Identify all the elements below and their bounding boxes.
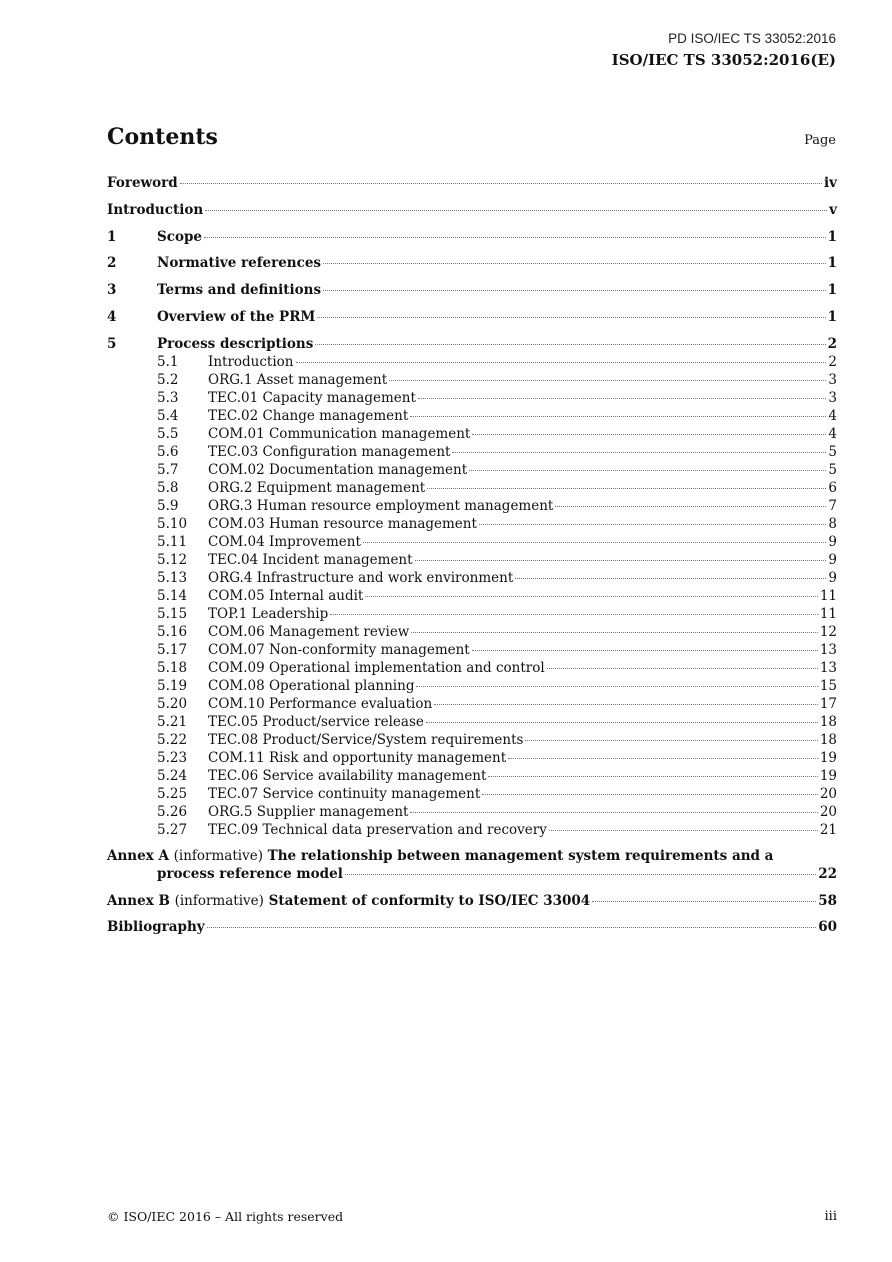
leader-dots — [410, 812, 817, 813]
toc-page: 1 — [827, 308, 837, 325]
toc-label: COM.07 Non-conformity management — [208, 641, 470, 658]
toc-label: COM.10 Performance evaluation — [208, 695, 433, 712]
toc-entry-subclause-5-13[interactable] — [107, 569, 837, 587]
toc-label: COM.11 Risk and opportunity management — [208, 749, 507, 766]
leader-dots — [549, 830, 818, 831]
leader-dots — [323, 290, 826, 291]
toc-entry-annex-a[interactable] — [107, 847, 837, 865]
toc-page: 4 — [828, 425, 837, 442]
toc-number: 5.17 — [157, 641, 188, 658]
toc-entry-clause-2[interactable] — [107, 254, 837, 272]
toc-label: ORG.4 Infrastructure and work environment — [208, 569, 514, 586]
leader-dots — [515, 578, 826, 579]
toc-entry-subclause-5-20[interactable] — [107, 695, 837, 713]
toc-entry-subclause-5-19[interactable] — [107, 677, 837, 695]
toc-page: 5 — [828, 443, 837, 460]
toc-number: 5.24 — [157, 767, 188, 784]
toc-label: TOP.1 Leadership — [208, 605, 329, 622]
toc-page: 20 — [819, 803, 837, 820]
toc-entry-subclause-5-2[interactable] — [107, 371, 837, 389]
leader-dots — [479, 524, 827, 525]
toc-number: 5.25 — [157, 785, 188, 802]
toc-number: 5 — [107, 335, 117, 352]
leader-dots — [469, 470, 826, 471]
toc-entry-subclause-5-12[interactable] — [107, 551, 837, 569]
toc-entry-subclause-5-6[interactable] — [107, 443, 837, 461]
leader-dots — [315, 344, 825, 345]
annex-a-title-line1: The relationship between management system requirements and a — [267, 847, 774, 864]
toc-page: 8 — [828, 515, 837, 532]
toc-number: 5.15 — [157, 605, 188, 622]
toc-label: TEC.01 Capacity management — [208, 389, 416, 406]
toc-page: 3 — [828, 371, 837, 388]
annex-b-title: Statement of conformity to ISO/IEC 33004 — [268, 892, 591, 909]
annex-a-kind: (informative) — [173, 847, 263, 864]
toc-label: Terms and definitions — [157, 282, 322, 299]
leader-dots — [317, 317, 825, 318]
toc-number: 5.1 — [157, 353, 179, 370]
toc-page: 21 — [819, 821, 837, 838]
toc-entry-subclause-5-26[interactable] — [107, 803, 837, 821]
toc-label: COM.05 Internal audit — [208, 587, 364, 604]
page-column-label: Page — [804, 133, 836, 148]
toc-number: 1 — [107, 228, 117, 245]
toc-page: 15 — [819, 677, 837, 694]
toc-number: 5.26 — [157, 803, 188, 820]
toc-label: TEC.05 Product/service release — [208, 713, 424, 730]
toc-label: TEC.06 Service availability management — [208, 767, 487, 784]
toc-page: 7 — [828, 497, 837, 514]
leader-dots — [418, 398, 827, 399]
toc-page: 58 — [818, 892, 837, 909]
toc-entry-clause-3[interactable] — [107, 281, 837, 299]
toc-number: 5.23 — [157, 749, 188, 766]
toc-page: 11 — [819, 587, 837, 604]
leader-dots — [426, 722, 818, 723]
toc-main-clauses — [107, 228, 837, 353]
annex-a-prefix: Annex A — [107, 847, 169, 864]
toc-page: 2 — [828, 353, 837, 370]
copyright-notice: © ISO/IEC 2016 – All rights reserved — [107, 1209, 344, 1224]
leader-dots — [452, 452, 826, 453]
leader-dots — [204, 237, 826, 238]
toc-page: 1 — [827, 228, 837, 245]
toc-number: 5.20 — [157, 695, 188, 712]
toc-page: 22 — [818, 865, 837, 882]
toc-number: 5.7 — [157, 461, 179, 478]
toc-page: 13 — [819, 641, 837, 658]
leader-dots — [180, 183, 822, 184]
toc-number: 5.13 — [157, 569, 188, 586]
toc-entry-subclause-5-22[interactable] — [107, 731, 837, 749]
leader-dots — [488, 776, 817, 777]
toc-number: 5.8 — [157, 479, 179, 496]
annex-a-title-line2: process reference model — [157, 865, 343, 882]
toc-label: TEC.08 Product/Service/System requirements — [208, 731, 524, 748]
toc-page: 9 — [828, 569, 837, 586]
toc-number: 5.19 — [157, 677, 188, 694]
toc-page: 12 — [819, 623, 837, 640]
toc-entry-subclause-5-18[interactable] — [107, 659, 837, 677]
leader-dots — [363, 542, 827, 543]
toc-page: 1 — [827, 282, 837, 299]
toc-label: TEC.02 Change management — [208, 407, 409, 424]
toc-label: COM.08 Operational planning — [208, 677, 415, 694]
toc-label: COM.01 Communication management — [208, 425, 471, 442]
toc-entry-subclause-5-16[interactable] — [107, 623, 837, 641]
toc-entry-subclause-5-14[interactable] — [107, 587, 837, 605]
toc-label: Overview of the PRM — [157, 308, 316, 325]
toc-entry-subclause-5-17[interactable] — [107, 641, 837, 659]
toc-entry-clause-4[interactable] — [107, 308, 837, 326]
leader-dots — [472, 650, 818, 651]
toc-label: ORG.2 Equipment management — [208, 479, 426, 496]
leader-dots — [434, 704, 818, 705]
toc-number: 5.14 — [157, 587, 188, 604]
toc-page: 19 — [819, 749, 837, 766]
toc-number: 5.6 — [157, 443, 179, 460]
toc-subclauses — [107, 353, 837, 839]
toc-entry-foreword[interactable] — [107, 174, 837, 192]
toc-label: TEC.07 Service continuity management — [208, 785, 481, 802]
leader-dots — [472, 434, 826, 435]
toc-page: 2 — [827, 335, 837, 352]
toc-entry-bibliography[interactable] — [107, 918, 837, 936]
toc-entry-subclause-5-8[interactable] — [107, 479, 837, 497]
toc-label: Foreword — [107, 175, 178, 191]
toc-page: v — [829, 201, 837, 218]
annex-b-kind: (informative) — [174, 892, 264, 909]
header-standard-id: ISO/IEC TS 33052:2016(E) — [611, 51, 836, 69]
leader-dots — [365, 596, 817, 597]
toc-number: 5.9 — [157, 497, 179, 514]
leader-dots — [323, 263, 826, 264]
toc-label: COM.04 Improvement — [208, 533, 361, 550]
leader-dots — [555, 506, 826, 507]
leader-dots — [416, 686, 817, 687]
toc-page: 17 — [819, 695, 837, 712]
toc-label: Introduction — [208, 353, 294, 370]
toc-label: COM.02 Documentation management — [208, 461, 468, 478]
toc-entry-subclause-5-9[interactable] — [107, 497, 837, 515]
toc-number: 5.16 — [157, 623, 188, 640]
toc-number: 5.3 — [157, 389, 179, 406]
toc-entry-subclause-5-24[interactable] — [107, 767, 837, 785]
toc-entry-subclause-5-7[interactable] — [107, 461, 837, 479]
toc-label: TEC.09 Technical data preservation and recovery — [208, 821, 547, 838]
toc-page: 3 — [828, 389, 837, 406]
toc-entry-subclause-5-4[interactable] — [107, 407, 837, 425]
toc-entry-clause-5[interactable] — [107, 335, 837, 353]
toc-entry-subclause-5-11[interactable] — [107, 533, 837, 551]
leader-dots — [547, 668, 818, 669]
leader-dots — [330, 614, 818, 615]
toc-label: TEC.04 Incident management — [208, 551, 413, 568]
toc-entry-subclause-5-3[interactable] — [107, 389, 837, 407]
leader-dots — [205, 210, 827, 211]
toc-page: 13 — [819, 659, 837, 676]
toc-label: ORG.3 Human resource employment management — [208, 497, 554, 514]
header-doc-id: PD ISO/IEC TS 33052:2016 — [668, 31, 836, 46]
toc-page: 60 — [818, 919, 837, 936]
toc-number: 5.10 — [157, 515, 188, 532]
annex-b-prefix: Annex B — [107, 892, 170, 909]
leader-dots — [411, 632, 817, 633]
toc-entry-introduction[interactable] — [107, 201, 837, 219]
leader-dots — [592, 901, 816, 902]
toc-page: iv — [824, 175, 837, 191]
toc-entry-annex-b[interactable] — [107, 892, 837, 910]
toc-label: Introduction — [107, 201, 204, 218]
toc-page: 1 — [827, 255, 837, 272]
leader-dots — [482, 794, 818, 795]
toc-label: ORG.1 Asset management — [208, 371, 388, 388]
toc-label: Process descriptions — [157, 335, 314, 352]
leader-dots — [296, 362, 827, 363]
toc-entry-clause-1[interactable] — [107, 228, 837, 246]
toc-entry-subclause-5-27[interactable] — [107, 821, 837, 839]
toc-entry-subclause-5-25[interactable] — [107, 785, 837, 803]
leader-dots — [389, 380, 826, 381]
toc-entry-subclause-5-5[interactable] — [107, 425, 837, 443]
toc-page: 9 — [828, 551, 837, 568]
toc-number: 5.11 — [157, 533, 188, 550]
toc-number: 5.27 — [157, 821, 188, 838]
toc-label: Scope — [157, 228, 203, 245]
leader-dots — [410, 416, 826, 417]
leader-dots — [207, 927, 817, 928]
toc-page: 9 — [828, 533, 837, 550]
toc-page: 11 — [819, 605, 837, 622]
toc-number: 5.21 — [157, 713, 188, 730]
leader-dots — [345, 874, 816, 875]
toc-number: 3 — [107, 282, 117, 299]
toc-number: 2 — [107, 255, 117, 272]
toc-page: 6 — [828, 479, 837, 496]
toc-number: 5.4 — [157, 407, 179, 424]
leader-dots — [525, 740, 817, 741]
page-footer — [107, 1209, 837, 1224]
toc-page: 18 — [819, 713, 837, 730]
toc-label: COM.03 Human resource management — [208, 515, 477, 532]
leader-dots — [415, 560, 827, 561]
page-title: Contents — [107, 124, 218, 150]
toc-number: 5.22 — [157, 731, 188, 748]
toc-label: COM.06 Management review — [208, 623, 410, 640]
toc-page: 4 — [828, 407, 837, 424]
toc-label: ORG.5 Supplier management — [208, 803, 409, 820]
toc-entry-subclause-5-10[interactable] — [107, 515, 837, 533]
toc-page: 19 — [819, 767, 837, 784]
toc-entry-subclause-5-21[interactable] — [107, 713, 837, 731]
toc-entry-subclause-5-15[interactable] — [107, 605, 837, 623]
toc-page: 18 — [819, 731, 837, 748]
toc-label: Normative references — [157, 255, 322, 272]
toc-entry-annex-a-cont[interactable] — [107, 865, 837, 883]
toc-page: 20 — [819, 785, 837, 802]
toc-page: 5 — [828, 461, 837, 478]
toc-entry-subclause-5-23[interactable] — [107, 749, 837, 767]
table-of-contents — [107, 174, 837, 945]
toc-number: 5.2 — [157, 371, 179, 388]
page-number: iii — [824, 1209, 837, 1224]
toc-number: 5.18 — [157, 659, 188, 676]
leader-dots — [508, 758, 818, 759]
toc-number: 4 — [107, 308, 117, 325]
toc-label: COM.09 Operational implementation and control — [208, 659, 545, 676]
toc-label: Bibliography — [107, 919, 205, 936]
toc-number: 5.12 — [157, 551, 188, 568]
toc-label: TEC.03 Configuration management — [208, 443, 451, 460]
leader-dots — [427, 488, 826, 489]
toc-entry-subclause-5-1[interactable] — [107, 353, 837, 371]
toc-number: 5.5 — [157, 425, 179, 442]
